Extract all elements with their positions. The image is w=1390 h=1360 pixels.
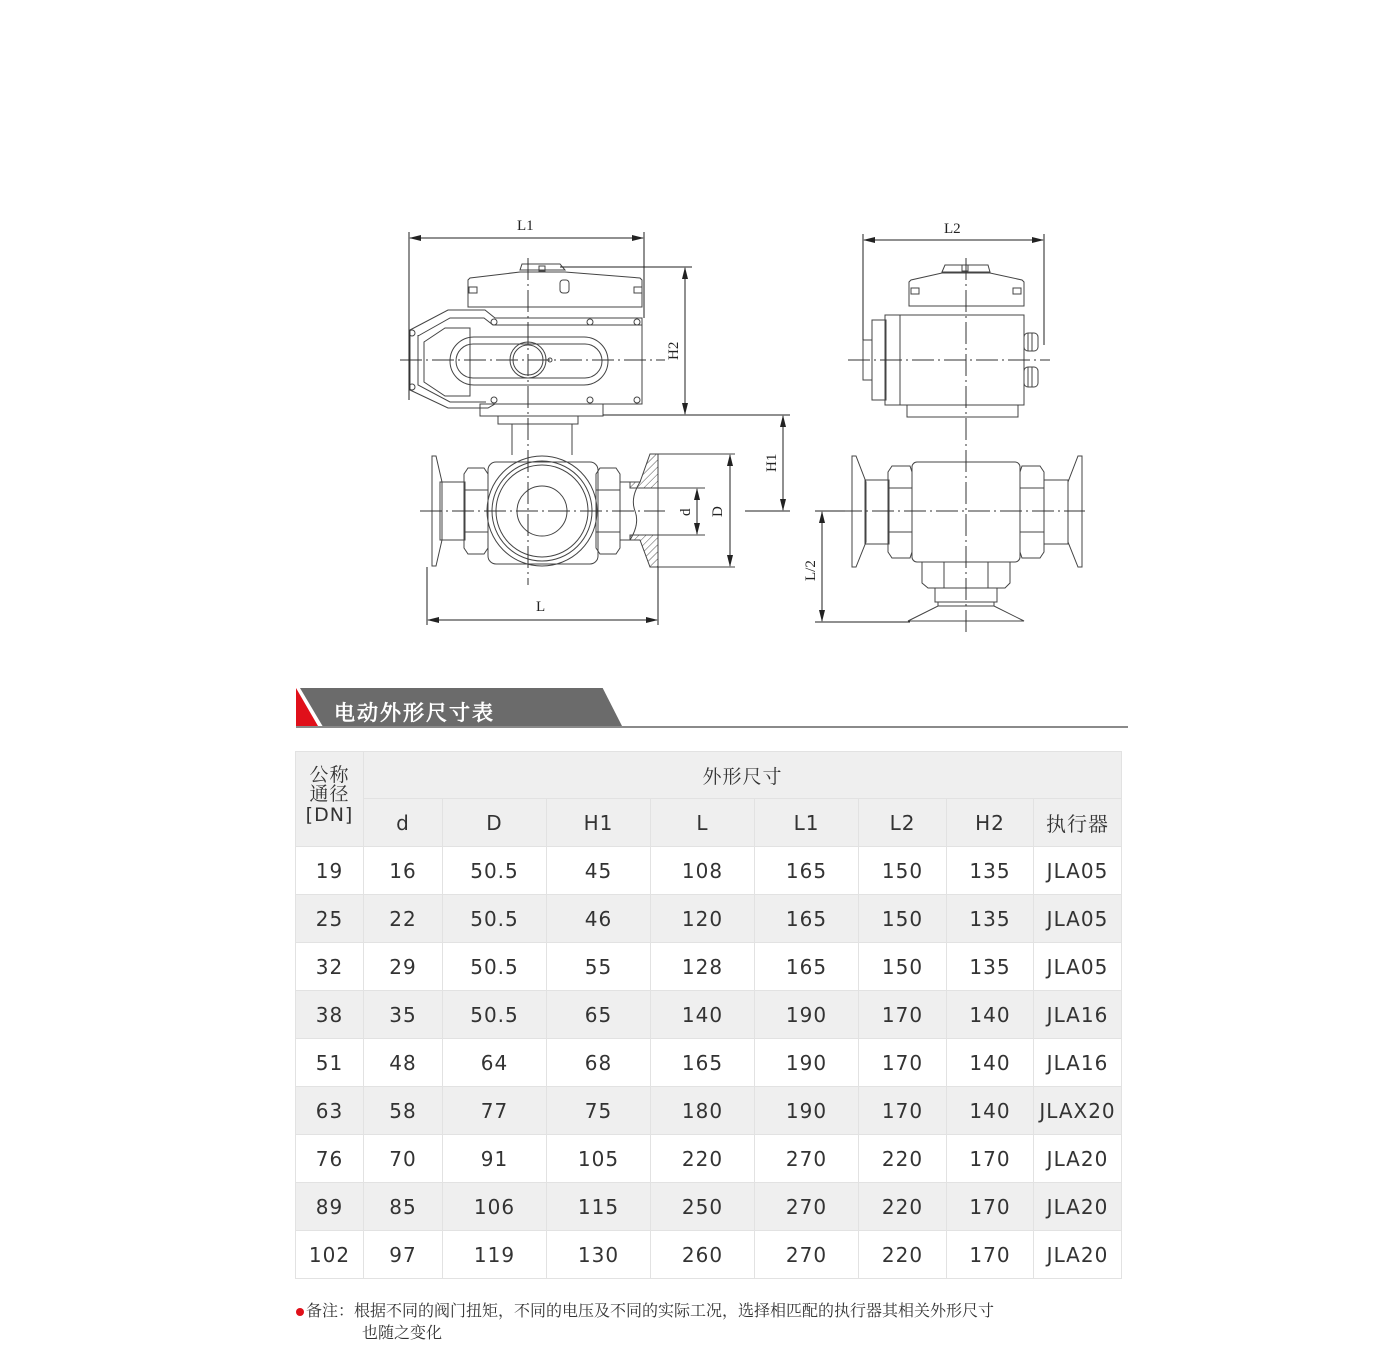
table-cell: 270	[755, 1135, 859, 1183]
table-cell: 220	[859, 1183, 947, 1231]
footnote	[296, 1300, 994, 1344]
dn-cell: 32	[296, 943, 364, 991]
table-row	[296, 1231, 1122, 1279]
dn-cell: 89	[296, 1183, 364, 1231]
front-valve-body	[432, 424, 735, 567]
dn-cell: 38	[296, 991, 364, 1039]
dim-label-H1: H1	[764, 453, 780, 472]
dimension-table	[295, 751, 1122, 1279]
front-actuator	[409, 264, 642, 424]
footnote-line1: 备注：根据不同的阀门扭矩，不同的电压及不同的实际工况，选择相匹配的执行器其相关外形尺寸	[306, 1301, 995, 1320]
table-cell: 106	[443, 1183, 547, 1231]
table-cell: 120	[651, 895, 755, 943]
dn-cell: 19	[296, 847, 364, 895]
col-header-D: D	[443, 799, 547, 847]
dimension-lines	[409, 232, 1044, 625]
table-cell: 220	[859, 1231, 947, 1279]
col-header-L1: L1	[755, 799, 859, 847]
table-row	[296, 1135, 1122, 1183]
table-cell: 165	[755, 895, 859, 943]
red-accent-triangle	[296, 688, 318, 726]
table-row	[296, 847, 1122, 895]
table-row	[296, 1087, 1122, 1135]
table-cell: 170	[947, 1183, 1034, 1231]
table-cell: 105	[547, 1135, 651, 1183]
dn-header-line1: 公称	[309, 764, 350, 786]
dn-cell: 63	[296, 1087, 364, 1135]
table-cell: JLA05	[1034, 943, 1122, 991]
table-cell: 128	[651, 943, 755, 991]
side-actuator	[863, 265, 1038, 417]
table-cell: 170	[947, 1231, 1034, 1279]
col-header-L: L	[651, 799, 755, 847]
table-cell: 140	[947, 1087, 1034, 1135]
table-cell: 65	[547, 991, 651, 1039]
dim-label-L-half: L/2	[803, 560, 819, 581]
table-cell: 29	[364, 943, 443, 991]
group-header: 外形尺寸	[364, 752, 1122, 799]
dn-header-line2: 通径	[309, 783, 350, 805]
table-cell: 170	[947, 1135, 1034, 1183]
dim-label-H2: H2	[666, 341, 682, 360]
table-cell: 170	[859, 1087, 947, 1135]
table-row	[296, 943, 1122, 991]
table-cell: 50.5	[443, 991, 547, 1039]
table-cell: 165	[755, 943, 859, 991]
footnote-line2: 也随之变化	[362, 1323, 443, 1342]
col-header-L2: L2	[859, 799, 947, 847]
valve-technical-drawing	[0, 0, 1390, 660]
table-cell: 119	[443, 1231, 547, 1279]
table-cell: 270	[755, 1183, 859, 1231]
table-cell: 64	[443, 1039, 547, 1087]
section-title: 电动外形尺寸表	[334, 701, 495, 725]
table-cell: 165	[755, 847, 859, 895]
table-cell: JLA16	[1034, 1039, 1122, 1087]
table-cell: 250	[651, 1183, 755, 1231]
table-cell: 46	[547, 895, 651, 943]
table-cell: 165	[651, 1039, 755, 1087]
table-cell: 170	[859, 1039, 947, 1087]
dn-cell: 102	[296, 1231, 364, 1279]
col-header-d: d	[364, 799, 443, 847]
table-cell: 50.5	[443, 847, 547, 895]
table-cell: JLA05	[1034, 895, 1122, 943]
table-cell: 260	[651, 1231, 755, 1279]
table-body	[296, 847, 1122, 1279]
table-cell: 45	[547, 847, 651, 895]
table-cell: 150	[859, 943, 947, 991]
table-cell: JLA05	[1034, 847, 1122, 895]
table-cell: 50.5	[443, 943, 547, 991]
table-cell: JLAX20	[1034, 1087, 1122, 1135]
table-cell: JLA20	[1034, 1183, 1122, 1231]
table-cell: 220	[859, 1135, 947, 1183]
table-cell: 150	[859, 895, 947, 943]
table-cell: 22	[364, 895, 443, 943]
table-cell: 135	[947, 847, 1034, 895]
table-cell: 190	[755, 1087, 859, 1135]
table-cell: 70	[364, 1135, 443, 1183]
table-cell: 140	[947, 1039, 1034, 1087]
table-cell: 135	[947, 943, 1034, 991]
table-cell: JLA20	[1034, 1135, 1122, 1183]
table-cell: 77	[443, 1087, 547, 1135]
table-cell: 85	[364, 1183, 443, 1231]
table-cell: 48	[364, 1039, 443, 1087]
table-cell: 220	[651, 1135, 755, 1183]
col-header-H2: H2	[947, 799, 1034, 847]
table-header-row-2	[296, 799, 1122, 847]
dn-header-line3: [DN]	[305, 804, 354, 826]
dim-label-L: L	[536, 599, 546, 615]
col-header-H1: H1	[547, 799, 651, 847]
table-cell: 115	[547, 1183, 651, 1231]
table-cell: 140	[947, 991, 1034, 1039]
table-cell: 150	[859, 847, 947, 895]
dim-label-L1: L1	[517, 218, 534, 234]
table-cell: 190	[755, 1039, 859, 1087]
table-cell: 190	[755, 991, 859, 1039]
table-cell: 135	[947, 895, 1034, 943]
table-cell: 68	[547, 1039, 651, 1087]
table-cell: 55	[547, 943, 651, 991]
side-valve-body	[852, 456, 1082, 621]
dn-header	[296, 752, 364, 847]
table-cell: 108	[651, 847, 755, 895]
table-cell: 130	[547, 1231, 651, 1279]
section-header	[296, 688, 1128, 728]
table-cell: JLA16	[1034, 991, 1122, 1039]
dim-label-L2: L2	[944, 221, 961, 237]
table-cell: 50.5	[443, 895, 547, 943]
table-cell: JLA20	[1034, 1231, 1122, 1279]
dim-label-D: D	[710, 506, 726, 517]
table-cell: 91	[443, 1135, 547, 1183]
table-cell: 170	[859, 991, 947, 1039]
table-cell: 16	[364, 847, 443, 895]
table-row	[296, 895, 1122, 943]
red-bullet-icon	[296, 1308, 304, 1316]
table-cell: 270	[755, 1231, 859, 1279]
table-row	[296, 1183, 1122, 1231]
dn-cell: 25	[296, 895, 364, 943]
table-row	[296, 991, 1122, 1039]
dn-cell: 76	[296, 1135, 364, 1183]
col-header-actuator: 执行器	[1034, 799, 1122, 847]
table-cell: 180	[651, 1087, 755, 1135]
dim-label-d: d	[678, 508, 694, 516]
table-row	[296, 1039, 1122, 1087]
table-cell: 140	[651, 991, 755, 1039]
dn-cell: 51	[296, 1039, 364, 1087]
table-header-row-1	[296, 752, 1122, 799]
table-cell: 75	[547, 1087, 651, 1135]
table-cell: 97	[364, 1231, 443, 1279]
table-cell: 58	[364, 1087, 443, 1135]
table-cell: 35	[364, 991, 443, 1039]
